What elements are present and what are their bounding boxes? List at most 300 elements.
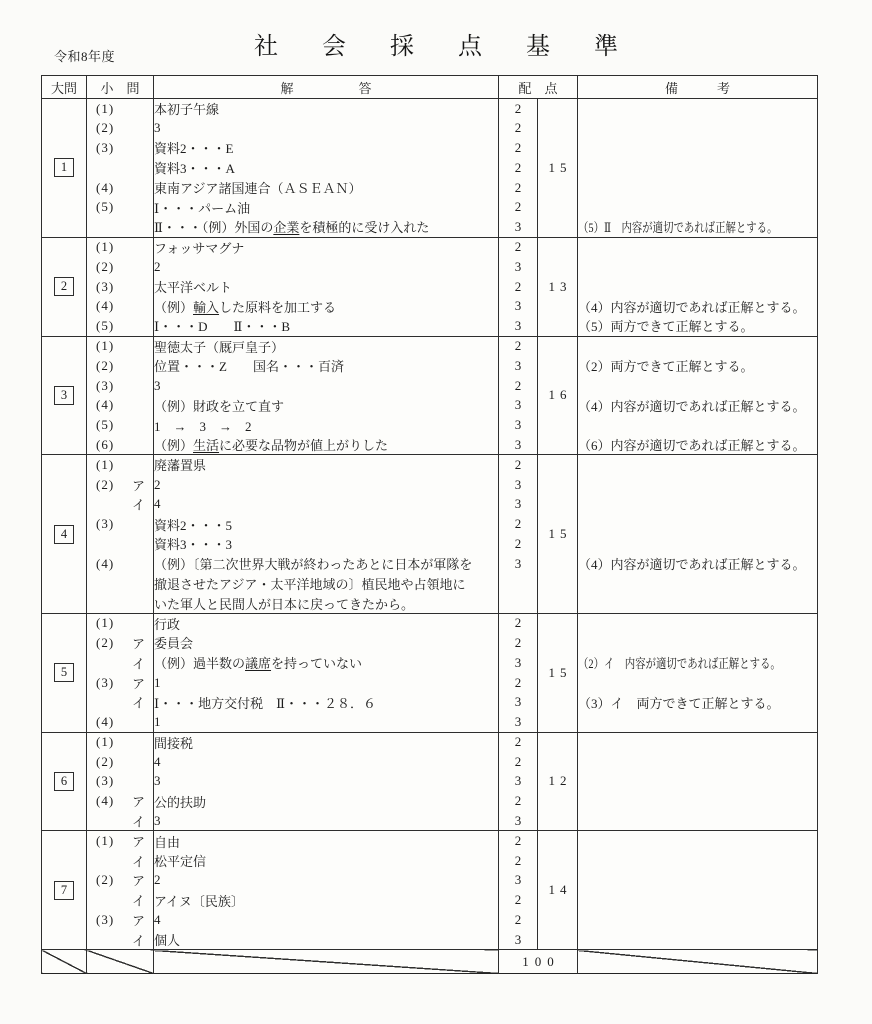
answer-text: 3 <box>154 773 161 789</box>
points-cell: 3 <box>499 415 538 435</box>
answer-text: 撤退させたアジア・太平洋地域の〕植民地や占領地に <box>154 577 466 593</box>
sub-question-label: (3) <box>96 377 115 393</box>
table-row <box>42 613 818 633</box>
answer-text: 本初子午線 <box>154 102 220 118</box>
sub-question-branch: イ <box>131 695 145 711</box>
major-question-number: 5 <box>54 663 74 682</box>
answer-cell <box>154 415 499 435</box>
table-row <box>42 633 818 653</box>
answer-cell <box>154 871 499 891</box>
remark-cell <box>578 395 818 415</box>
grand-total-points: 100 <box>499 950 578 974</box>
scoring-table <box>41 75 818 974</box>
sub-question-cell <box>87 257 154 277</box>
remark-cell <box>578 197 818 217</box>
section-total-cell: 15 <box>538 99 578 238</box>
major-question-number: 2 <box>54 277 74 296</box>
answer-cell <box>154 455 499 475</box>
sub-question-cell <box>87 752 154 772</box>
answer-text: 公的扶助 <box>154 794 207 810</box>
points-cell: 2 <box>499 138 538 158</box>
answer-text: 資料2・・・E <box>154 141 234 157</box>
remark-cell <box>578 475 818 495</box>
header-kaito: 解 答 <box>154 76 499 99</box>
sub-question-label: (4) <box>96 179 115 195</box>
major-question-number: 6 <box>54 772 74 791</box>
answer-cell <box>154 158 499 178</box>
answer-cell <box>154 277 499 297</box>
page-title: 社 会 採 点 基 準 <box>254 34 637 60</box>
major-question-number: 3 <box>54 386 74 405</box>
answer-text: 自由 <box>154 834 181 850</box>
answer-cell <box>154 633 499 653</box>
sub-question-cell <box>87 158 154 178</box>
sub-question-label: (4) <box>96 793 115 809</box>
remark-cell <box>578 99 818 119</box>
sub-question-cell <box>87 534 154 554</box>
points-cell: 2 <box>499 197 538 217</box>
sub-question-label: (3) <box>96 278 115 294</box>
points-cell: 2 <box>499 118 538 138</box>
major-question-cell <box>42 336 87 455</box>
remark-text: （6）内容が適切であれば正解とする。 <box>578 438 806 454</box>
section-total-cell: 16 <box>538 336 578 455</box>
answer-text: 間接税 <box>154 735 194 751</box>
answer-text: 4 <box>154 912 161 928</box>
sub-question-label: (2) <box>96 753 115 769</box>
sub-question-branch: ア <box>131 913 145 929</box>
answer-cell <box>154 197 499 217</box>
remark-cell <box>578 613 818 633</box>
answer-text: （例） <box>154 299 194 315</box>
remark-cell <box>578 851 818 871</box>
remark-cell <box>578 435 818 455</box>
answer-text: 1 <box>154 713 161 729</box>
points-cell: 2 <box>499 99 538 119</box>
answer-cell <box>154 475 499 495</box>
points-cell: 3 <box>499 692 538 712</box>
sub-question-label: (3) <box>96 912 115 928</box>
sub-question-branch: ア <box>131 676 145 691</box>
answer-cell <box>154 692 499 712</box>
sub-question-label: (6) <box>96 436 115 452</box>
table-row <box>42 376 818 396</box>
remark-cell <box>578 376 818 396</box>
remark-cell <box>578 138 818 158</box>
answer-cell <box>154 791 499 811</box>
points-cell: 2 <box>499 890 538 910</box>
points-cell: 3 <box>499 930 538 950</box>
points-cell: 2 <box>499 376 538 396</box>
answer-text: フォッサマグナ <box>154 240 245 256</box>
answer-text: Ⅱ・・・（例）外国の <box>154 220 274 236</box>
points-cell: 3 <box>499 356 538 376</box>
answer-text: 行政 <box>154 616 181 632</box>
table-row <box>42 910 818 930</box>
table-row <box>42 257 818 277</box>
answer-cell <box>154 930 499 950</box>
section-total-cell: 12 <box>538 732 578 831</box>
remark-cell <box>578 772 818 792</box>
table-row <box>42 712 818 732</box>
answer-text: 3 <box>154 120 161 136</box>
sub-question-cell <box>87 930 154 950</box>
remark-cell <box>578 791 818 811</box>
answer-text: 2 <box>154 872 161 888</box>
answer-text: 個人 <box>154 933 181 949</box>
points-cell: 2 <box>499 455 538 475</box>
points-cell: 2 <box>499 831 538 851</box>
table-row <box>42 99 818 119</box>
grand-total-row <box>42 950 818 974</box>
major-question-number: 4 <box>54 525 74 544</box>
sub-question-cell <box>87 712 154 732</box>
sub-question-label: (1) <box>96 239 115 255</box>
sub-question-cell <box>87 178 154 198</box>
remark-cell <box>578 455 818 475</box>
points-cell: 3 <box>499 772 538 792</box>
table-row <box>42 296 818 316</box>
table-row <box>42 197 818 217</box>
answer-cell <box>154 514 499 534</box>
points-cell: 2 <box>499 633 538 653</box>
table-row <box>42 435 818 455</box>
remark-cell <box>578 356 818 376</box>
sub-question-label: (1) <box>96 615 115 631</box>
sub-question-label: (1) <box>96 734 115 750</box>
remark-cell <box>578 534 818 554</box>
points-cell: 3 <box>499 217 538 237</box>
answer-cell <box>154 574 499 594</box>
sub-question-branch: ア <box>131 873 145 889</box>
sub-question-cell <box>87 237 154 257</box>
sub-question-label: (4) <box>96 555 115 571</box>
table-row <box>42 831 818 851</box>
answer-text: を持っていない <box>271 656 363 672</box>
points-cell: 2 <box>499 791 538 811</box>
table-row <box>42 772 818 792</box>
sub-question-label: (4) <box>96 397 115 413</box>
table-row <box>42 871 818 891</box>
remark-cell <box>578 514 818 534</box>
sub-question-branch: イ <box>131 893 145 909</box>
sub-question-cell <box>87 811 154 831</box>
table-row <box>42 237 818 257</box>
answer-text: アイヌ〔民族〕 <box>154 893 244 909</box>
sub-question-label: (5) <box>96 417 115 433</box>
table-row <box>42 732 818 752</box>
answer-text: 聖徳太子（厩戸皇子） <box>154 339 285 355</box>
answer-cell <box>154 534 499 554</box>
remark-text: （2）イ 内容が適切であれば正解とする。 <box>578 656 781 672</box>
answer-text: 資料2・・・5 <box>154 517 233 533</box>
table-row <box>42 653 818 673</box>
remark-cell <box>578 118 818 138</box>
fiscal-year-label: 令和8年度 <box>54 49 116 64</box>
remark-cell <box>578 316 818 336</box>
major-question-cell <box>42 455 87 613</box>
table-row <box>42 138 818 158</box>
sub-question-label: (2) <box>96 120 115 136</box>
major-question-cell <box>42 237 87 336</box>
sub-question-cell <box>87 217 154 237</box>
answer-cell <box>154 554 499 574</box>
points-cell: 2 <box>499 514 538 534</box>
sub-question-branch: ア <box>131 478 145 494</box>
answer-text: （例）財政を立て直す <box>154 398 285 414</box>
points-cell: 2 <box>499 910 538 930</box>
table-row <box>42 593 818 613</box>
answer-text: に必要な品物が値上がりした <box>219 438 389 454</box>
answer-cell <box>154 237 499 257</box>
sub-question-cell <box>87 732 154 752</box>
answer-cell <box>154 851 499 871</box>
major-question-number: 1 <box>54 158 74 177</box>
answer-cell <box>154 752 499 772</box>
answer-text: Ⅰ・・・パーム油 <box>154 200 251 216</box>
answer-text: した原料を加工する <box>219 299 337 315</box>
remark-text: （4）内容が適切であれば正解とする。 <box>578 557 806 573</box>
points-cell: 3 <box>499 653 538 673</box>
sub-question-label: (2) <box>96 634 115 650</box>
sub-question-cell <box>87 910 154 930</box>
diagonal-blank-cell <box>154 950 499 974</box>
remark-cell <box>578 871 818 891</box>
answer-text: （例） <box>154 438 194 454</box>
points-cell: 3 <box>499 811 538 831</box>
section-total-cell: 15 <box>538 613 578 732</box>
sub-question-cell <box>87 772 154 792</box>
table-row <box>42 475 818 495</box>
remark-cell <box>578 494 818 514</box>
header-row <box>42 76 818 99</box>
points-cell: 2 <box>499 277 538 297</box>
remark-cell <box>578 277 818 297</box>
answer-cell <box>154 336 499 356</box>
sub-question-label: (2) <box>96 258 115 274</box>
sub-question-cell <box>87 673 154 693</box>
answer-text: （例）過半数の <box>154 656 246 672</box>
answer-text: （例）〔第二次世界大戦が終わったあとに日本が軍隊を <box>154 557 473 573</box>
answer-cell <box>154 811 499 831</box>
section-total-cell: 13 <box>538 237 578 336</box>
section-total-cell: 14 <box>538 831 578 950</box>
answer-text: 2 <box>154 476 161 492</box>
answer-text: 太平洋ベルト <box>154 280 233 296</box>
answer-cell <box>154 593 499 613</box>
sub-question-cell <box>87 514 154 534</box>
table-row <box>42 692 818 712</box>
sub-question-label: (3) <box>96 516 115 532</box>
sub-question-cell <box>87 890 154 910</box>
sub-question-cell <box>87 316 154 336</box>
points-cell: 2 <box>499 673 538 693</box>
answer-text: 3 <box>154 812 161 828</box>
sub-question-cell <box>87 613 154 633</box>
sub-question-cell <box>87 851 154 871</box>
table-row <box>42 930 818 950</box>
answer-cell <box>154 435 499 455</box>
sub-question-cell <box>87 415 154 435</box>
answer-text: いた軍人と民間人が日本に戻ってきたから。 <box>154 596 415 612</box>
sub-question-label: (4) <box>96 713 115 729</box>
table-row <box>42 851 818 871</box>
table-row <box>42 316 818 336</box>
table-row <box>42 574 818 594</box>
remark-cell <box>578 653 818 673</box>
header-shomon: 小 問 <box>87 76 154 99</box>
sub-question-cell <box>87 296 154 316</box>
header-haiten: 配 点 <box>499 76 578 99</box>
sub-question-cell <box>87 455 154 475</box>
answer-cell <box>154 316 499 336</box>
answer-text: Ⅰ・・・地方交付税 Ⅱ・・・２８．６ <box>154 695 376 711</box>
points-cell <box>499 574 538 594</box>
answer-cell <box>154 138 499 158</box>
points-cell: 2 <box>499 851 538 871</box>
sub-question-cell <box>87 593 154 613</box>
answer-cell <box>154 653 499 673</box>
remark-cell <box>578 910 818 930</box>
answer-cell <box>154 732 499 752</box>
sub-question-cell <box>87 277 154 297</box>
answer-text: 松平定信 <box>154 854 207 870</box>
answer-cell <box>154 395 499 415</box>
sub-question-cell <box>87 395 154 415</box>
header-biko: 備 考 <box>578 76 818 99</box>
sub-question-cell <box>87 871 154 891</box>
sub-question-cell <box>87 475 154 495</box>
major-question-cell <box>42 613 87 732</box>
sub-question-label: (5) <box>96 199 115 215</box>
sub-question-cell <box>87 376 154 396</box>
answer-text: 資料3・・・3 <box>154 537 233 553</box>
remark-cell <box>578 930 818 950</box>
answer-cell <box>154 910 499 930</box>
sub-question-branch: ア <box>131 794 145 810</box>
answer-cell <box>154 831 499 851</box>
answer-text: 資料3・・・A <box>154 161 235 177</box>
points-cell: 2 <box>499 336 538 356</box>
answer-cell <box>154 178 499 198</box>
answer-text: 廃藩置県 <box>154 458 207 474</box>
underlined-answer-text: 企業 <box>273 220 300 236</box>
answer-cell <box>154 890 499 910</box>
remark-cell <box>578 158 818 178</box>
remark-text: （2）両方できて正解とする。 <box>578 359 754 375</box>
sub-question-cell <box>87 692 154 712</box>
sub-question-label: (3) <box>96 773 115 789</box>
sub-question-label: (1) <box>96 833 115 849</box>
sub-question-branch: イ <box>131 814 145 830</box>
answer-text: 1 → 3 → 2 <box>154 418 252 434</box>
remark-cell <box>578 415 818 435</box>
remark-cell <box>578 811 818 831</box>
remark-cell <box>578 890 818 910</box>
sub-question-label: (3) <box>96 674 115 690</box>
points-cell: 2 <box>499 613 538 633</box>
table-row <box>42 277 818 297</box>
table-row <box>42 514 818 534</box>
underlined-answer-text: 生活 <box>193 438 220 454</box>
points-cell: 3 <box>499 257 538 277</box>
section-total-cell: 15 <box>538 455 578 613</box>
answer-cell <box>154 257 499 277</box>
remark-cell <box>578 831 818 851</box>
diagonal-blank-cell <box>87 950 154 974</box>
points-cell <box>499 593 538 613</box>
underlined-answer-text: 輸入 <box>193 299 220 315</box>
sub-question-label: (4) <box>96 298 115 314</box>
answer-text: 2 <box>154 258 161 274</box>
table-row <box>42 178 818 198</box>
sub-question-cell <box>87 118 154 138</box>
points-cell: 3 <box>499 712 538 732</box>
answer-text: 4 <box>154 496 161 512</box>
diagonal-blank-cell <box>42 950 87 974</box>
answer-cell <box>154 494 499 514</box>
sub-question-cell <box>87 336 154 356</box>
points-cell: 3 <box>499 494 538 514</box>
table-row <box>42 791 818 811</box>
sub-question-label: (5) <box>96 317 115 333</box>
diagonal-blank-cell <box>578 950 818 974</box>
answer-text: 4 <box>154 753 161 769</box>
remark-cell <box>578 732 818 752</box>
table-row <box>42 415 818 435</box>
remark-cell <box>578 336 818 356</box>
sub-question-label: (2) <box>96 357 115 373</box>
remark-cell <box>578 237 818 257</box>
sub-question-cell <box>87 138 154 158</box>
table-row <box>42 673 818 693</box>
answer-text: Ⅰ・・・D Ⅱ・・・B <box>154 319 291 335</box>
sub-question-branch: ア <box>131 834 145 850</box>
remark-cell <box>578 633 818 653</box>
table-row <box>42 890 818 910</box>
remark-text: （4）内容が適切であれば正解とする。 <box>578 299 806 315</box>
points-cell: 3 <box>499 316 538 336</box>
answer-cell <box>154 772 499 792</box>
points-cell: 2 <box>499 178 538 198</box>
answer-text: 位置・・・Z 国名・・・百済 <box>154 359 344 375</box>
answer-cell <box>154 118 499 138</box>
sub-question-cell <box>87 197 154 217</box>
answer-text: 1 <box>154 674 161 690</box>
table-row <box>42 752 818 772</box>
table-row <box>42 356 818 376</box>
remark-text: （5）Ⅱ 内容が適切であれば正解とする。 <box>578 220 778 236</box>
answer-cell <box>154 356 499 376</box>
sub-question-branch: イ <box>131 656 145 672</box>
answer-text: 東南アジア諸国連合（ＡＳＥＡＮ） <box>154 181 362 197</box>
remark-text: （4）内容が適切であれば正解とする。 <box>578 398 806 414</box>
answer-cell <box>154 613 499 633</box>
points-cell: 3 <box>499 435 538 455</box>
sub-question-cell <box>87 99 154 119</box>
points-cell: 2 <box>499 237 538 257</box>
answer-text: 3 <box>154 377 161 393</box>
sub-question-cell <box>87 653 154 673</box>
remark-cell <box>578 217 818 237</box>
sub-question-label: (3) <box>96 139 115 155</box>
major-question-cell <box>42 732 87 831</box>
sub-question-label: (1) <box>96 456 115 472</box>
sub-question-label: (2) <box>96 476 115 492</box>
answer-cell <box>154 712 499 732</box>
sub-question-branch: ア <box>131 636 145 652</box>
table-row <box>42 118 818 138</box>
